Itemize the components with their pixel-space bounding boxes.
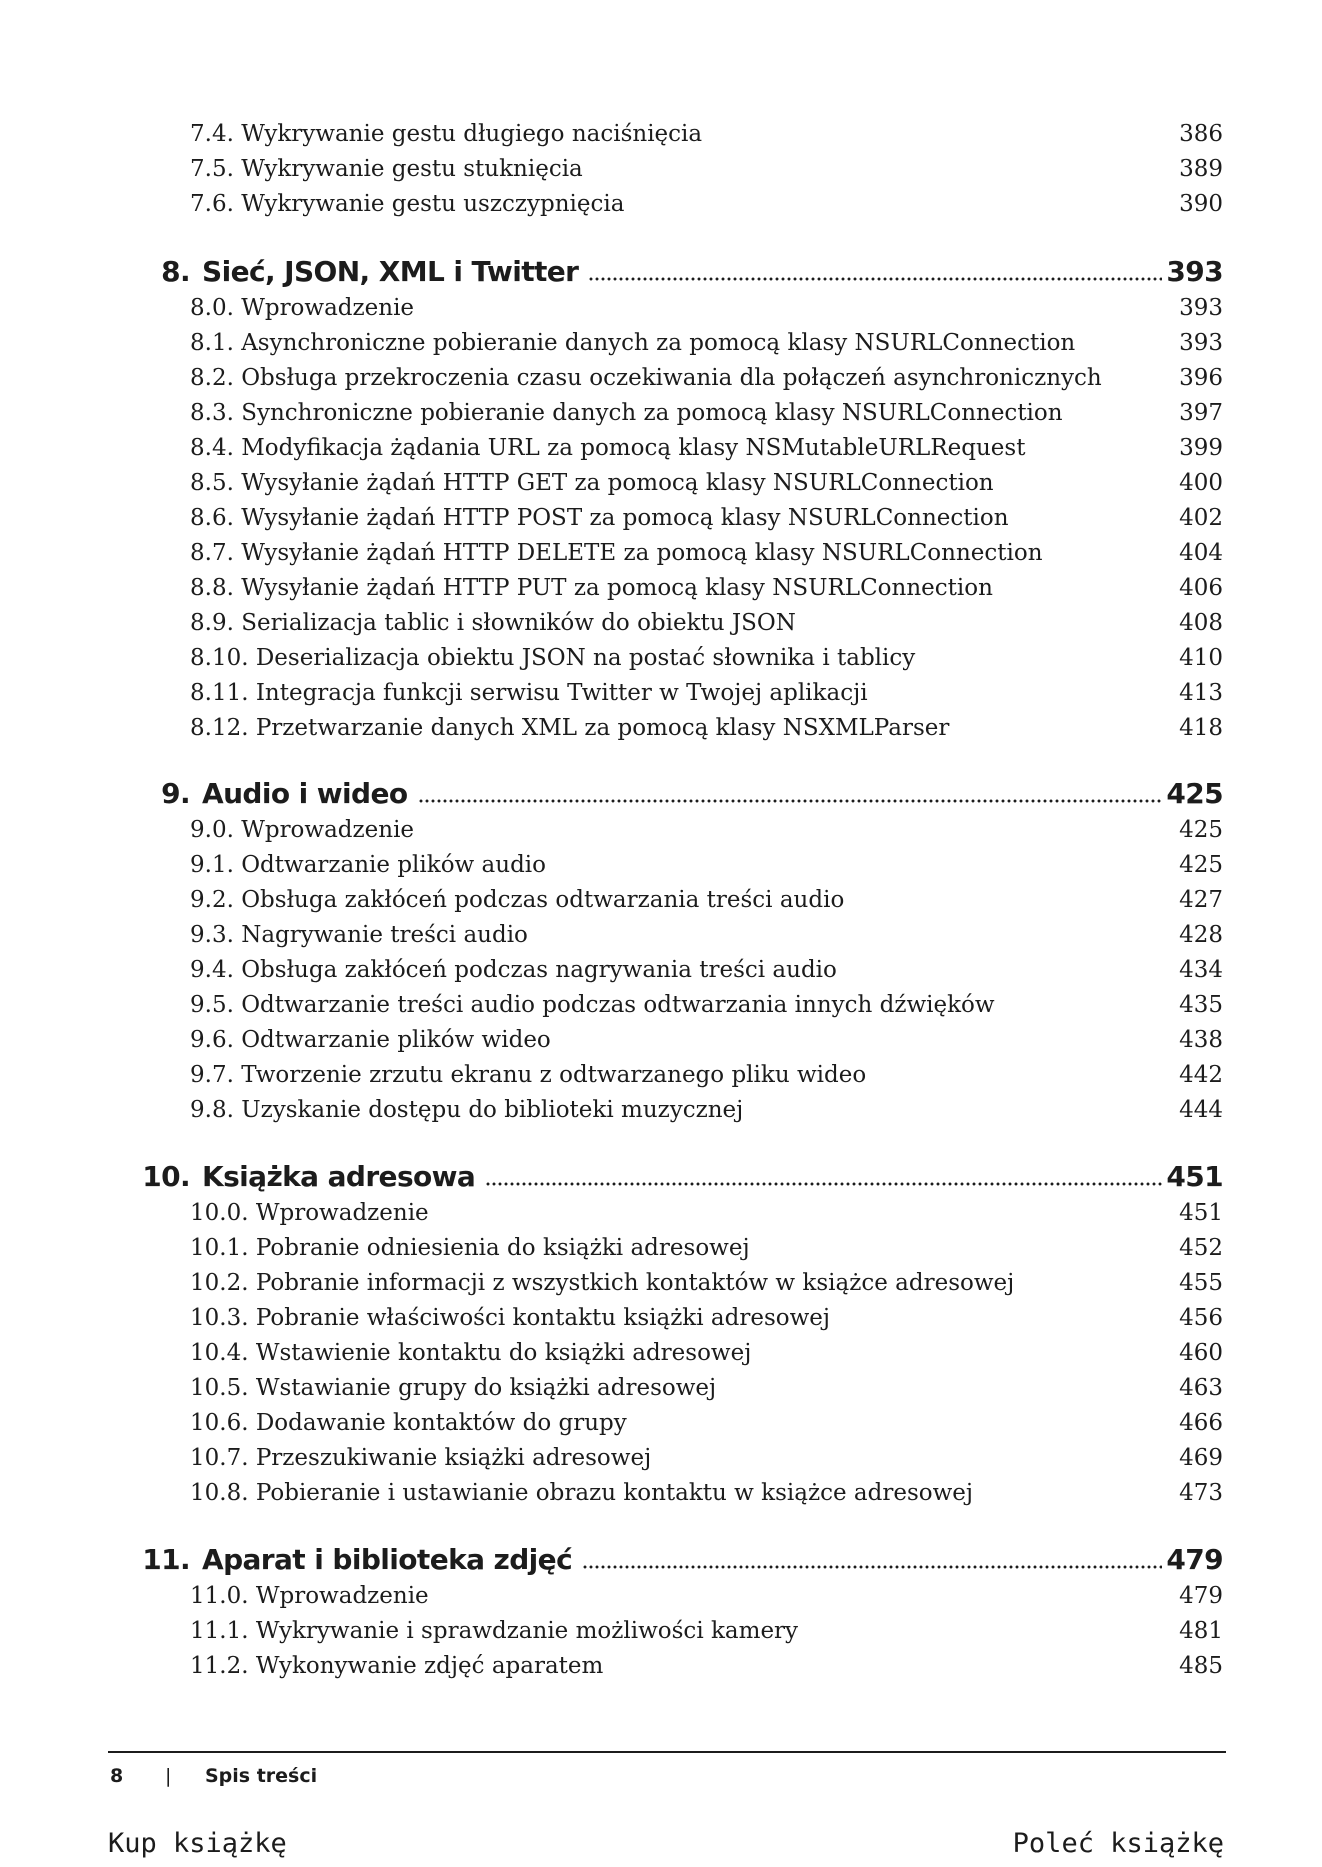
toc-entry[interactable] <box>190 641 1223 675</box>
toc-entry-title: 11.0. Wprowadzenie <box>190 1583 429 1609</box>
toc-entry[interactable] <box>190 361 1223 395</box>
toc-entry-page: 390 <box>1179 191 1223 217</box>
toc-entry-page: 393 <box>1179 295 1223 321</box>
toc-entry-title: 10.8. Pobieranie i ustawianie obrazu kontaktu w książce adresowej <box>190 1480 974 1506</box>
toc-entry-title: 10.5. Wstawianie grupy do książki adresowej <box>190 1375 717 1401</box>
toc-entry-page: 444 <box>1179 1097 1223 1123</box>
toc-entry-page: 463 <box>1179 1375 1223 1401</box>
footer-title: Spis treści <box>205 1765 318 1787</box>
chapter-page: 479 <box>1166 1543 1223 1576</box>
toc-entry[interactable] <box>190 953 1223 987</box>
chapter-page: 393 <box>1166 255 1223 288</box>
toc-entry-title: 7.5. Wykrywanie gestu stuknięcia <box>190 156 583 182</box>
toc-entry-title: 8.0. Wprowadzenie <box>190 295 415 321</box>
toc-entry-page: 466 <box>1179 1410 1223 1436</box>
toc-entry[interactable] <box>190 1336 1223 1370</box>
toc-entry[interactable] <box>190 1476 1223 1510</box>
toc-entry-page: 399 <box>1179 435 1223 461</box>
toc-entry[interactable] <box>190 1023 1223 1057</box>
toc-entry-page: 400 <box>1179 470 1223 496</box>
chapter-title: Książka adresowa <box>202 1160 476 1193</box>
toc-entry-title: 9.0. Wprowadzenie <box>190 817 415 843</box>
toc-entry-page: 481 <box>1179 1618 1223 1644</box>
toc-entry-title: 9.7. Tworzenie zrzutu ekranu z odtwarzanego pliku wideo <box>190 1062 867 1088</box>
toc-entry-page: 404 <box>1179 540 1223 566</box>
toc-entry-page: 393 <box>1179 330 1223 356</box>
toc-entry-page: 428 <box>1179 922 1223 948</box>
buy-book-link[interactable]: Kup książkę <box>108 1828 287 1859</box>
toc-entry-title: 8.12. Przetwarzanie danych XML za pomocą klasy NSXMLParser <box>190 715 950 741</box>
toc-entry-page: 442 <box>1179 1062 1223 1088</box>
toc-entry[interactable] <box>190 988 1223 1022</box>
toc-entry[interactable] <box>190 918 1223 952</box>
toc-entry-title: 11.1. Wykrywanie i sprawdzanie możliwości kamery <box>190 1618 799 1644</box>
toc-entry-title: 10.0. Wprowadzenie <box>190 1200 429 1226</box>
toc-entry[interactable] <box>190 848 1223 882</box>
toc-entry-page: 402 <box>1179 505 1223 531</box>
toc-entry[interactable] <box>190 396 1223 430</box>
footer-separator: | <box>165 1765 172 1787</box>
chapter-heading[interactable] <box>110 250 1223 294</box>
toc-entry-page: 413 <box>1179 680 1223 706</box>
toc-entry[interactable] <box>190 883 1223 917</box>
toc-entry[interactable] <box>190 606 1223 640</box>
toc-entry[interactable] <box>190 536 1223 570</box>
chapter-heading[interactable] <box>110 1155 1223 1199</box>
toc-entry[interactable] <box>190 711 1223 745</box>
toc-entry-page: 396 <box>1179 365 1223 391</box>
toc-entry[interactable] <box>190 1441 1223 1475</box>
toc-entry-title: 9.8. Uzyskanie dostępu do biblioteki muzycznej <box>190 1097 744 1123</box>
toc-entry-page: 452 <box>1179 1235 1223 1261</box>
toc-entry[interactable] <box>190 187 1223 221</box>
toc-entry[interactable] <box>190 326 1223 360</box>
toc-entry-title: 8.4. Modyfikacja żądania URL za pomocą klasy NSMutableURLRequest <box>190 435 1026 461</box>
toc-entry[interactable] <box>190 431 1223 465</box>
toc-entry-title: 8.8. Wysyłanie żądań HTTP PUT za pomocą klasy NSURLConnection <box>190 575 993 601</box>
toc-entry-title: 8.1. Asynchroniczne pobieranie danych za pomocą klasy NSURLConnection <box>190 330 1076 356</box>
toc-entry[interactable] <box>190 813 1223 847</box>
toc-entry-page: 425 <box>1179 817 1223 843</box>
toc-entry-page: 455 <box>1179 1270 1223 1296</box>
chapter-number: 10. <box>142 1160 190 1193</box>
toc-entry[interactable] <box>190 501 1223 535</box>
toc-entry[interactable] <box>190 1231 1223 1265</box>
toc-entry-page: 485 <box>1179 1653 1223 1679</box>
toc-entry[interactable] <box>190 1058 1223 1092</box>
toc-entry[interactable] <box>190 1266 1223 1300</box>
toc-entry[interactable] <box>190 1301 1223 1335</box>
toc-entry-title: 9.6. Odtwarzanie plików wideo <box>190 1027 551 1053</box>
toc-entry-title: 7.6. Wykrywanie gestu uszczypnięcia <box>190 191 625 217</box>
toc-entry[interactable] <box>190 571 1223 605</box>
toc-entry-title: 10.3. Pobranie właściwości kontaktu książki adresowej <box>190 1305 831 1331</box>
toc-entry-title: 8.3. Synchroniczne pobieranie danych za pomocą klasy NSURLConnection <box>190 400 1063 426</box>
toc-entry-title: 10.2. Pobranie informacji z wszystkich kontaktów w książce adresowej <box>190 1270 1015 1296</box>
toc-entry-page: 438 <box>1179 1027 1223 1053</box>
footer-page-number: 8 <box>110 1765 124 1787</box>
toc-entry-title: 11.2. Wykonywanie zdjęć aparatem <box>190 1653 604 1679</box>
toc-entry-page: 408 <box>1179 610 1223 636</box>
chapter-title: Audio i wideo <box>202 777 408 810</box>
footer-divider <box>108 1751 1226 1753</box>
toc-entry[interactable] <box>190 1371 1223 1405</box>
toc-entry[interactable] <box>190 466 1223 500</box>
chapter-page: 451 <box>1166 1160 1223 1193</box>
toc-entry[interactable] <box>190 1579 1223 1613</box>
chapter-title: Aparat i biblioteka zdjęć <box>202 1543 573 1576</box>
toc-entry[interactable] <box>190 676 1223 710</box>
toc-entry[interactable] <box>190 1614 1223 1648</box>
toc-entry-page: 389 <box>1179 156 1223 182</box>
toc-entry-page: 473 <box>1179 1480 1223 1506</box>
toc-entry[interactable] <box>190 1649 1223 1683</box>
chapter-heading[interactable] <box>110 1538 1223 1582</box>
toc-entry-page: 386 <box>1179 121 1223 147</box>
toc-entry-title: 10.1. Pobranie odniesienia do książki adresowej <box>190 1235 750 1261</box>
chapter-page: 425 <box>1166 777 1223 810</box>
toc-entry[interactable] <box>190 1093 1223 1127</box>
toc-entry[interactable] <box>190 117 1223 151</box>
dot-leader <box>418 799 1163 803</box>
toc-entry[interactable] <box>190 152 1223 186</box>
toc-entry-page: 425 <box>1179 852 1223 878</box>
toc-entry-page: 460 <box>1179 1340 1223 1366</box>
toc-entry-title: 9.3. Nagrywanie treści audio <box>190 922 528 948</box>
toc-entry-title: 10.7. Przeszukiwanie książki adresowej <box>190 1445 652 1471</box>
toc-entry-page: 479 <box>1179 1583 1223 1609</box>
toc-entry-title: 8.5. Wysyłanie żądań HTTP GET za pomocą klasy NSURLConnection <box>190 470 994 496</box>
toc-entry[interactable] <box>190 291 1223 325</box>
toc-entry-title: 8.6. Wysyłanie żądań HTTP POST za pomocą klasy NSURLConnection <box>190 505 1009 531</box>
recommend-book-link[interactable]: Poleć książkę <box>1012 1828 1224 1859</box>
chapter-number: 8. <box>161 255 190 288</box>
dot-leader <box>485 1182 1162 1186</box>
toc-entry-title: 8.10. Deserializacja obiektu JSON na postać słownika i tablicy <box>190 645 916 671</box>
toc-entry-page: 456 <box>1179 1305 1223 1331</box>
dot-leader <box>588 277 1162 281</box>
toc-entry-page: 418 <box>1179 715 1223 741</box>
toc-entry-title: 8.7. Wysyłanie żądań HTTP DELETE za pomocą klasy NSURLConnection <box>190 540 1043 566</box>
toc-entry[interactable] <box>190 1406 1223 1440</box>
toc-entry-title: 7.4. Wykrywanie gestu długiego naciśnięcia <box>190 121 703 147</box>
toc-entry-page: 397 <box>1179 400 1223 426</box>
toc-entry-page: 406 <box>1179 575 1223 601</box>
toc-entry-title: 10.6. Dodawanie kontaktów do grupy <box>190 1410 627 1436</box>
toc-entry-page: 435 <box>1179 992 1223 1018</box>
chapter-number: 9. <box>161 777 190 810</box>
toc-entry-title: 8.2. Obsługa przekroczenia czasu oczekiwania dla połączeń asynchronicznych <box>190 365 1102 391</box>
toc-entry-page: 451 <box>1179 1200 1223 1226</box>
toc-entry-title: 8.11. Integracja funkcji serwisu Twitter w Twojej aplikacji <box>190 680 868 706</box>
toc-entry[interactable] <box>190 1196 1223 1230</box>
dot-leader <box>582 1565 1162 1569</box>
chapter-number: 11. <box>142 1543 190 1576</box>
toc-entry-title: 10.4. Wstawienie kontaktu do książki adresowej <box>190 1340 752 1366</box>
toc-entry-title: 9.5. Odtwarzanie treści audio podczas odtwarzania innych dźwięków <box>190 992 995 1018</box>
chapter-title: Sieć, JSON, XML i Twitter <box>202 255 579 288</box>
toc-entry-title: 9.2. Obsługa zakłóceń podczas odtwarzania treści audio <box>190 887 845 913</box>
toc-entry-title: 8.9. Serializacja tablic i słowników do obiektu JSON <box>190 610 796 636</box>
toc-entry-title: 9.4. Obsługa zakłóceń podczas nagrywania treści audio <box>190 957 837 983</box>
toc-entry-page: 410 <box>1179 645 1223 671</box>
toc-entry-page: 434 <box>1179 957 1223 983</box>
toc-entry-page: 469 <box>1179 1445 1223 1471</box>
chapter-heading[interactable] <box>110 772 1223 816</box>
toc-entry-title: 9.1. Odtwarzanie plików audio <box>190 852 547 878</box>
toc-entry-page: 427 <box>1179 887 1223 913</box>
